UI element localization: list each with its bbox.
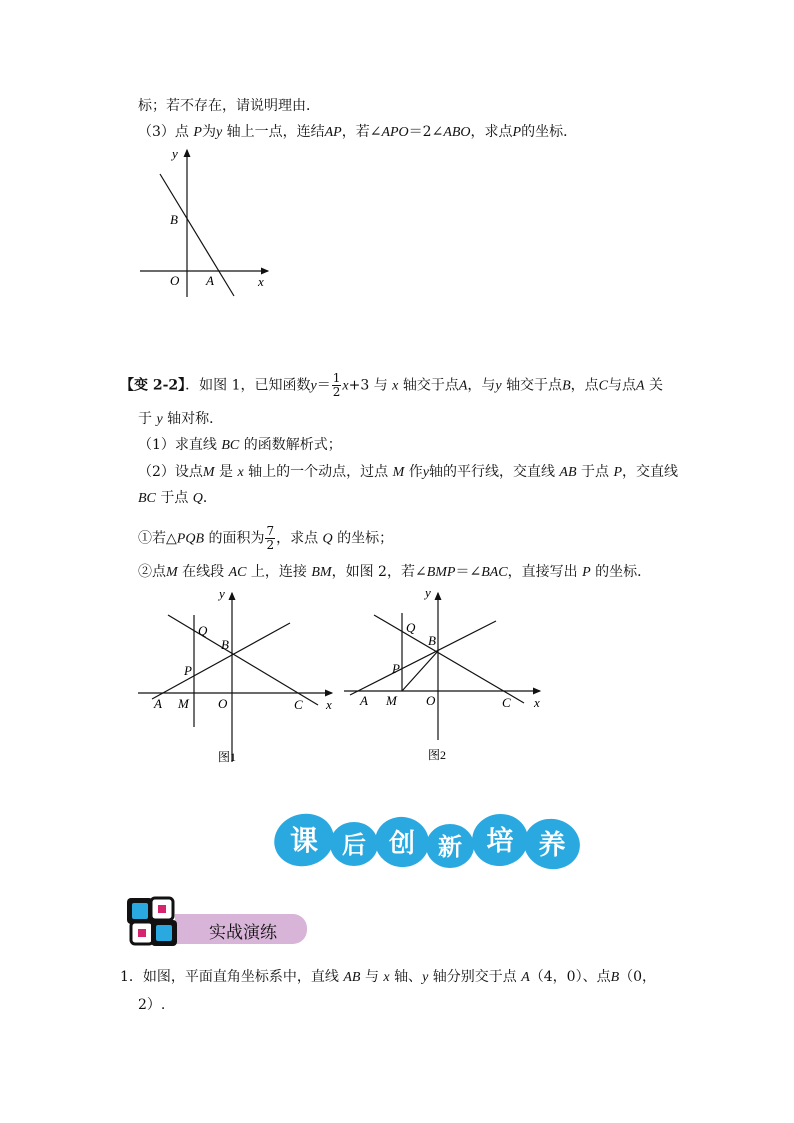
- text: 的坐标．: [521, 124, 578, 140]
- label-y: y: [425, 585, 431, 600]
- math-var: BAC: [481, 565, 508, 580]
- label-Q: Q: [198, 623, 208, 638]
- denominator: 2: [332, 385, 341, 399]
- text: 轴上的一个动点，过点: [248, 464, 389, 480]
- label-M: M: [178, 696, 189, 711]
- label-O: O: [170, 273, 180, 288]
- text: 轴分别交于点: [432, 969, 517, 985]
- line-bc: [168, 615, 318, 705]
- math-var: B: [562, 378, 571, 394]
- question-3: [138, 123, 577, 142]
- math-var: y: [310, 378, 317, 394]
- label-Q: Q: [406, 620, 416, 635]
- text: 于: [138, 411, 152, 427]
- math-var: P: [582, 565, 591, 580]
- label-M: M: [386, 693, 397, 708]
- text: 轴的平行线，交直线: [428, 464, 555, 480]
- label-B: B: [170, 212, 178, 227]
- text: ，与: [467, 377, 496, 394]
- math-var: y: [156, 412, 163, 427]
- text-line-continuation: [138, 97, 320, 115]
- numerator: 7: [266, 524, 275, 538]
- text: （1）求直线: [138, 437, 217, 453]
- variant-line-1: [120, 372, 663, 399]
- variant-q2: [138, 463, 678, 482]
- text: 轴上一点，连结: [226, 124, 325, 140]
- text: 于点: [580, 464, 609, 480]
- figure-q3: [130, 142, 280, 302]
- math-var: x: [383, 970, 390, 985]
- banner-char: 养: [538, 830, 566, 860]
- label-x: x: [326, 697, 332, 712]
- text: ．如图 1，已知函数: [185, 377, 311, 394]
- text: 轴、: [394, 969, 423, 985]
- text: 在线段: [182, 564, 225, 580]
- text: ②点: [138, 564, 166, 580]
- math-var: A: [521, 970, 530, 985]
- math-var: P: [193, 125, 202, 140]
- math-var: P: [512, 125, 522, 140]
- label-x: x: [258, 274, 264, 289]
- label-A: A: [360, 693, 368, 708]
- text: 与: [364, 969, 379, 985]
- variant-q1: [138, 436, 342, 455]
- math-var: AP: [324, 125, 342, 140]
- math-var: BC: [221, 438, 240, 453]
- section-title: 实战演练: [209, 923, 277, 943]
- math-var: x: [237, 465, 244, 480]
- line-bc: [374, 615, 524, 703]
- text: ＝2∠: [408, 124, 444, 140]
- section-header: [125, 892, 315, 948]
- text: 轴交于点: [506, 377, 563, 394]
- text: 为: [201, 124, 216, 140]
- text: （4，0）、点: [529, 969, 611, 985]
- line-ab: [152, 623, 290, 699]
- fraction: [332, 372, 342, 399]
- banner-after-class: [268, 806, 588, 878]
- math-var: BM: [311, 565, 332, 580]
- label-A: A: [206, 273, 214, 288]
- math-var: x: [392, 378, 399, 394]
- text: 标；若不存在，请说明理由．: [138, 98, 320, 114]
- text: 的面积为: [208, 530, 265, 547]
- math-var: M: [202, 465, 215, 480]
- math-var: BC: [138, 491, 156, 506]
- label-O: O: [218, 696, 228, 711]
- text: 的坐标；: [337, 530, 394, 547]
- line-bm: [402, 651, 438, 691]
- text: 上，连接: [250, 564, 307, 580]
- math-var: Q: [192, 491, 203, 506]
- math-var: P: [613, 465, 622, 480]
- label-C: C: [502, 695, 511, 710]
- text: ＝∠: [455, 564, 482, 580]
- math-var: Q: [322, 531, 333, 547]
- text: 与点: [607, 377, 636, 394]
- label-y: y: [172, 146, 178, 161]
- text: ，交直线: [622, 464, 678, 480]
- squares-icon: [125, 892, 181, 948]
- math-var: A: [458, 378, 468, 394]
- banner-char: 课: [289, 826, 319, 857]
- math-var: AB: [559, 465, 577, 480]
- math-var: AC: [228, 565, 247, 580]
- text: 于点: [160, 490, 189, 506]
- math-var: C: [598, 378, 608, 394]
- denominator: 2: [266, 538, 275, 552]
- text: ，若∠: [341, 124, 382, 140]
- text: 轴对称．: [167, 411, 224, 427]
- numerator: 1: [332, 371, 341, 385]
- text: 如图，平面直角坐标系中，直线: [142, 969, 339, 985]
- math-var: M: [166, 565, 178, 580]
- line-ab: [350, 621, 496, 695]
- math-var: BMP: [426, 565, 456, 580]
- text: ①若△: [138, 530, 177, 547]
- text: ，求点: [470, 124, 513, 140]
- figure-2: [340, 585, 550, 765]
- math-var: APO: [381, 125, 409, 140]
- math-var: y: [422, 970, 429, 985]
- text: ，求点: [276, 530, 319, 547]
- caption-fig1: 图1: [218, 750, 237, 764]
- math-var: A: [635, 378, 645, 394]
- text: 是: [219, 464, 234, 480]
- fraction: [265, 525, 275, 552]
- text: ，如图 2，若∠: [331, 564, 427, 580]
- problem-number: 1．: [120, 969, 143, 985]
- label-A: A: [154, 696, 162, 711]
- math-var: y: [215, 125, 223, 140]
- variant-sub-2: [138, 563, 651, 582]
- banner-char: 新: [438, 835, 462, 861]
- label-y: y: [219, 587, 225, 601]
- variant-q2-cont: [138, 489, 217, 508]
- label-B: B: [428, 633, 436, 648]
- variant-sub-1: [138, 525, 393, 552]
- label-C: C: [294, 697, 303, 712]
- label-O: O: [426, 693, 436, 708]
- banner-char: 后: [342, 833, 366, 859]
- text: （3）点: [138, 124, 189, 140]
- text: 的函数解析式；: [243, 437, 342, 453]
- text: +3 与: [348, 377, 388, 394]
- variant-tag: 【变 2-2】: [120, 377, 186, 394]
- math-var: PQB: [176, 531, 204, 547]
- math-var: AB: [343, 970, 361, 985]
- problem-1-cont: [138, 996, 165, 1014]
- variant-line-2: [138, 410, 223, 429]
- text: ．: [202, 490, 217, 506]
- text: 2）.: [138, 997, 166, 1013]
- label-B: B: [221, 637, 229, 652]
- math-var: y: [422, 465, 429, 480]
- text: 轴交于点: [402, 377, 459, 394]
- text: （0，: [619, 969, 657, 985]
- math-var: x: [342, 378, 349, 394]
- math-var: M: [392, 465, 405, 480]
- figure-1: [132, 587, 342, 767]
- problem-1: [120, 968, 656, 987]
- banner-char: 创: [388, 829, 416, 858]
- text: 的坐标．: [595, 564, 652, 580]
- text: （2）设点: [138, 464, 203, 480]
- text: ，直接写出: [507, 564, 578, 580]
- label-x: x: [534, 695, 540, 710]
- math-var: y: [495, 378, 502, 394]
- text: 关: [648, 377, 663, 394]
- math-var: ABO: [443, 125, 471, 140]
- text: ＝: [316, 377, 331, 394]
- caption-fig2: 图2: [428, 748, 447, 762]
- text: ，点: [570, 377, 599, 394]
- banner-char: 培: [486, 826, 514, 856]
- text: 作: [408, 464, 423, 480]
- math-var: B: [610, 970, 620, 985]
- label-P: P: [392, 661, 400, 676]
- label-P: P: [184, 663, 192, 678]
